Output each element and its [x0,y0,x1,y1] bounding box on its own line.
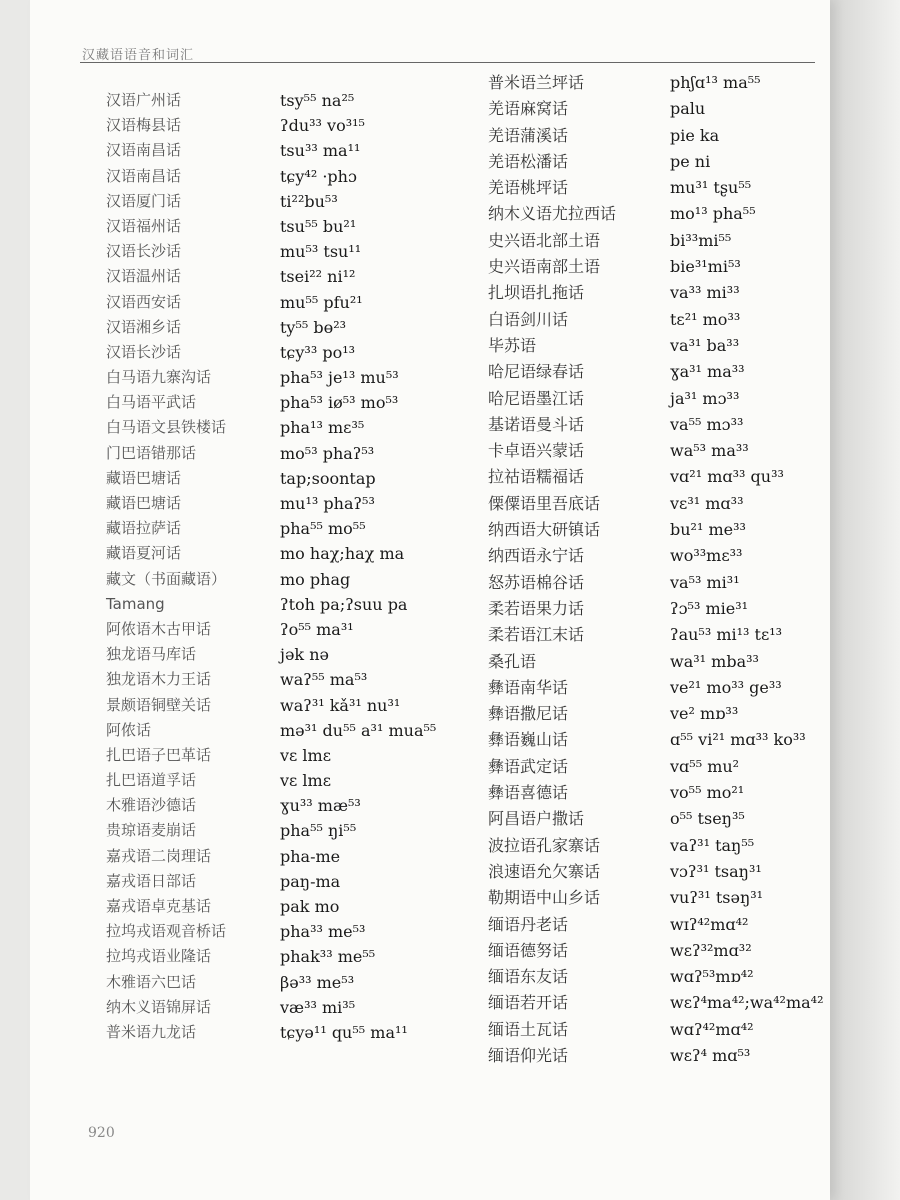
word-form: tɕy³³ po¹³ [280,342,356,362]
word-form: vuʔ³¹ tsəŋ³¹ [670,888,764,908]
language-name: 阿侬话 [106,720,152,739]
language-name: 拉坞戎语观音桥话 [106,922,227,941]
language-name: 柔若语江末话 [488,625,585,645]
word-form: wɑʔ⁵³mɒ⁴² [670,967,754,987]
language-name: 白语剑川话 [488,309,569,329]
word-form: mu³¹ tʂu⁵⁵ [670,178,752,198]
word-form: pha¹³ mɛ³⁵ [280,418,365,438]
language-name: 藏语巴塘话 [106,494,182,512]
word-form: ja³¹ mɔ³³ [670,388,740,408]
language-name: 独龙语木力王话 [106,670,212,689]
language-name: 阿昌语户撒话 [488,809,585,829]
language-name: 彝语喜德话 [488,783,569,803]
word-form: ɣu³³ mæ⁵³ [280,796,361,816]
language-name: 汉语温州话 [106,267,182,286]
word-form: wɪʔ⁴²mɑ⁴² [670,914,749,934]
language-name: 哈尼语绿春话 [488,362,585,382]
language-name: Tamang [106,594,165,613]
language-name: 扎巴语子巴革话 [106,745,212,764]
word-form: tsu³³ ma¹¹ [280,141,361,161]
word-form: phʃɑ¹³ ma⁵⁵ [670,73,761,92]
language-name: 毕苏语 [488,335,537,355]
word-form: pe ni [670,151,711,171]
word-form: mo⁵³ phaʔ⁵³ [280,443,375,463]
language-name: 汉语湘乡话 [106,317,182,336]
language-name: 缅语东友话 [488,967,569,987]
word-form: wɛʔ⁴ma⁴²;wa⁴²ma⁴² [670,993,824,1013]
word-form: mo phag [280,569,351,589]
word-form: mu⁵⁵ pfu²¹ [280,292,363,312]
language-name: 扎巴语道孚话 [106,771,197,790]
book-page [30,0,830,1200]
word-form: pie ka [670,125,720,145]
language-name: 白马语九寨沟话 [106,368,212,387]
language-name: 缅语土瓦话 [488,1019,569,1039]
left-language-column [106,88,226,1045]
word-form: waʔ⁵⁵ ma⁵³ [280,670,368,690]
header-rule [80,62,815,63]
language-name: 羌语麻窝话 [488,99,569,119]
language-name: 藏语拉萨话 [106,519,182,538]
language-name: 羌语松潘话 [488,151,569,171]
word-form: væ³³ mi³⁵ [280,997,356,1017]
word-form: vo⁵⁵ mo²¹ [670,783,745,803]
language-name: 浪速语允欠寨话 [488,861,601,881]
word-form: wɑʔ⁴²mɑ⁴² [670,1019,754,1039]
right-form-column [670,70,824,1069]
language-name: 拉祜语糯福话 [488,467,585,487]
word-form: mo¹³ pha⁵⁵ [670,204,756,224]
word-form: wɛʔ⁴ mɑ⁵³ [670,1045,751,1065]
language-name: 纳木义语锦屏话 [106,997,212,1016]
language-name: 傈僳语里吾底话 [488,493,601,513]
left-form-column [280,88,436,1045]
word-form: mu⁵³ tsu¹¹ [280,242,362,262]
word-form: wa⁵³ ma³³ [670,441,749,461]
word-form: va⁵³ mi³¹ [670,572,740,592]
language-name: 藏文（书面藏语） [106,569,227,588]
word-form: ʔɔ⁵³ mie³¹ [670,598,749,618]
page-number: 920 [88,1125,115,1141]
word-form: tɛ²¹ mo³³ [670,309,741,329]
word-form: tɕyə¹¹ qu⁵⁵ ma¹¹ [280,1022,408,1042]
word-form: mə³¹ du⁵⁵ a³¹ mua⁵⁵ [280,720,437,740]
word-form: pha⁵⁵ ŋi⁵⁵ [280,821,357,841]
language-name: 木雅语六巴话 [106,972,197,991]
word-form: va³³ mi³³ [670,283,740,303]
word-form: pha⁵³ je¹³ mu⁵³ [280,368,399,388]
language-name: 纳西语大研镇话 [488,520,601,540]
word-form: wɛʔ³²mɑ³² [670,940,752,960]
language-name: 汉语南昌话 [106,166,182,185]
word-form: vɑ²¹ mɑ³³ qu³³ [670,467,784,487]
language-name: 缅语丹老话 [488,914,569,934]
language-name: 彝语武定话 [488,756,569,776]
language-name: 独龙语马库话 [106,645,197,664]
page-edge-shadow [830,0,900,1200]
word-form: tsu⁵⁵ bu²¹ [280,216,357,236]
language-name: 汉语梅县话 [106,116,182,135]
word-form: pha⁵⁵ mo⁵⁵ [280,519,366,539]
language-name: 纳木义语尤拉西话 [488,204,617,224]
word-form: pha-me [280,846,341,866]
word-form: waʔ³¹ kǎ³¹ nu³¹ [280,695,401,715]
language-name: 汉语长沙话 [106,342,182,361]
word-form: va³¹ ba³³ [670,335,740,355]
language-name: 缅语仰光话 [488,1045,569,1065]
language-name: 纳西语永宁话 [488,546,585,566]
word-form: ty⁵⁵ bɵ²³ [280,317,347,337]
language-name: 史兴语北部土语 [488,230,601,250]
word-form: ve² mɒ³³ [670,704,739,724]
word-form: vɔʔ³¹ tsaŋ³¹ [670,861,762,881]
language-name: 缅语德努话 [488,940,569,960]
word-form: bu²¹ me³³ [670,520,746,540]
word-form: ʔdu³³ vo³¹⁵ [280,116,365,136]
language-name: 汉语厦门话 [106,191,182,210]
word-form: pha³³ me⁵³ [280,922,366,942]
word-form: wa³¹ mba³³ [670,651,759,671]
language-name: 彝语南华话 [488,677,569,697]
language-name: 普米语兰坪话 [488,73,585,92]
language-name: 普米语九龙话 [106,1022,197,1041]
language-name: 汉语广州话 [106,91,182,109]
language-name: 贵琼语麦崩话 [106,821,197,840]
language-name: 汉语长沙话 [106,242,182,261]
language-name: 白马语平武话 [106,393,197,412]
language-name: 拉坞戎语业隆话 [106,947,212,966]
word-form: tap;soontap [280,468,376,488]
language-name: 汉语南昌话 [106,141,182,160]
language-name: 景颇语铜壁关话 [106,695,212,714]
word-form: ɑ⁵⁵ vi²¹ mɑ³³ ko³³ [670,730,806,750]
word-form: pha⁵³ iø⁵³ mo⁵³ [280,393,399,413]
word-form: vɛ lmɛ [280,771,331,791]
word-form: ʔo⁵⁵ ma³¹ [280,619,354,639]
word-form: bie³¹mi⁵³ [670,257,741,277]
word-form: paŋ-ma [280,871,341,891]
language-name: 怒苏语棉谷话 [488,572,585,592]
language-name: 阿侬语木古甲话 [106,619,212,638]
word-form: phak³³ me⁵⁵ [280,947,376,967]
word-form: vɑ⁵⁵ mu² [670,756,740,776]
word-form: ti²²bu⁵³ [280,191,338,211]
word-form: ve²¹ mo³³ ge³³ [670,677,782,697]
language-name: 羌语蒲溪话 [488,125,569,145]
language-name: 哈尼语墨江话 [488,388,585,408]
language-name: 史兴语南部土语 [488,257,601,277]
right-language-column [488,70,616,1069]
language-name: 汉语西安话 [106,292,182,311]
word-form: vɛ³¹ mɑ³³ [670,493,744,513]
language-name: 彝语撒尼话 [488,704,569,724]
word-form: mo haχ;haχ ma [280,544,405,564]
language-name: 卡卓语兴蒙话 [488,441,585,461]
word-form: wo³³mɛ³³ [670,546,743,566]
word-form: tsy⁵⁵ na²⁵ [280,91,355,110]
running-title: 汉藏语语音和词汇 [82,48,195,63]
word-form: jək nə [280,645,329,665]
language-name: 门巴语错那话 [106,443,197,462]
language-name: 羌语桃坪话 [488,178,569,198]
word-form: vaʔ³¹ taŋ⁵⁵ [670,835,755,855]
language-name: 嘉戎语日部话 [106,871,197,890]
language-name: 藏语夏河话 [106,544,182,563]
word-form: palu [670,99,706,119]
language-name: 藏语巴塘话 [106,468,182,487]
word-form: tɕy⁴² ·phɔ [280,166,357,186]
word-form: bi³³mi⁵⁵ [670,230,732,250]
language-name: 基诺语曼斗话 [488,414,585,434]
language-name: 勒期语中山乡话 [488,888,601,908]
language-name: 木雅语沙德话 [106,796,197,815]
word-form: ɣa³¹ ma³³ [670,362,745,382]
language-name: 波拉语孔家寨话 [488,835,601,855]
language-name: 汉语福州话 [106,216,182,235]
word-form: tsei²² ni¹² [280,267,356,287]
word-form: mu¹³ phaʔ⁵³ [280,494,375,513]
word-form: βə³³ me⁵³ [280,972,355,992]
language-name: 扎坝语扎拖话 [488,283,585,303]
word-form: pak mo [280,897,340,916]
word-form: va⁵⁵ mɔ³³ [670,414,744,434]
language-name: 桑孔语 [488,651,537,671]
language-name: 白马语文县铁楼话 [106,418,227,437]
word-form: o⁵⁵ tseŋ³⁵ [670,809,745,829]
word-form: ʔtoh pa;ʔsuu pa [280,594,408,614]
language-name: 嘉戎语二岗理话 [106,846,212,865]
word-form: ʔau⁵³ mi¹³ tɛ¹³ [670,625,783,645]
language-name: 嘉戎语卓克基话 [106,897,212,915]
language-name: 柔若语果力话 [488,598,585,618]
language-name: 彝语巍山话 [488,730,569,750]
word-form: vɛ lmɛ [280,745,331,765]
language-name: 缅语若开话 [488,993,569,1013]
